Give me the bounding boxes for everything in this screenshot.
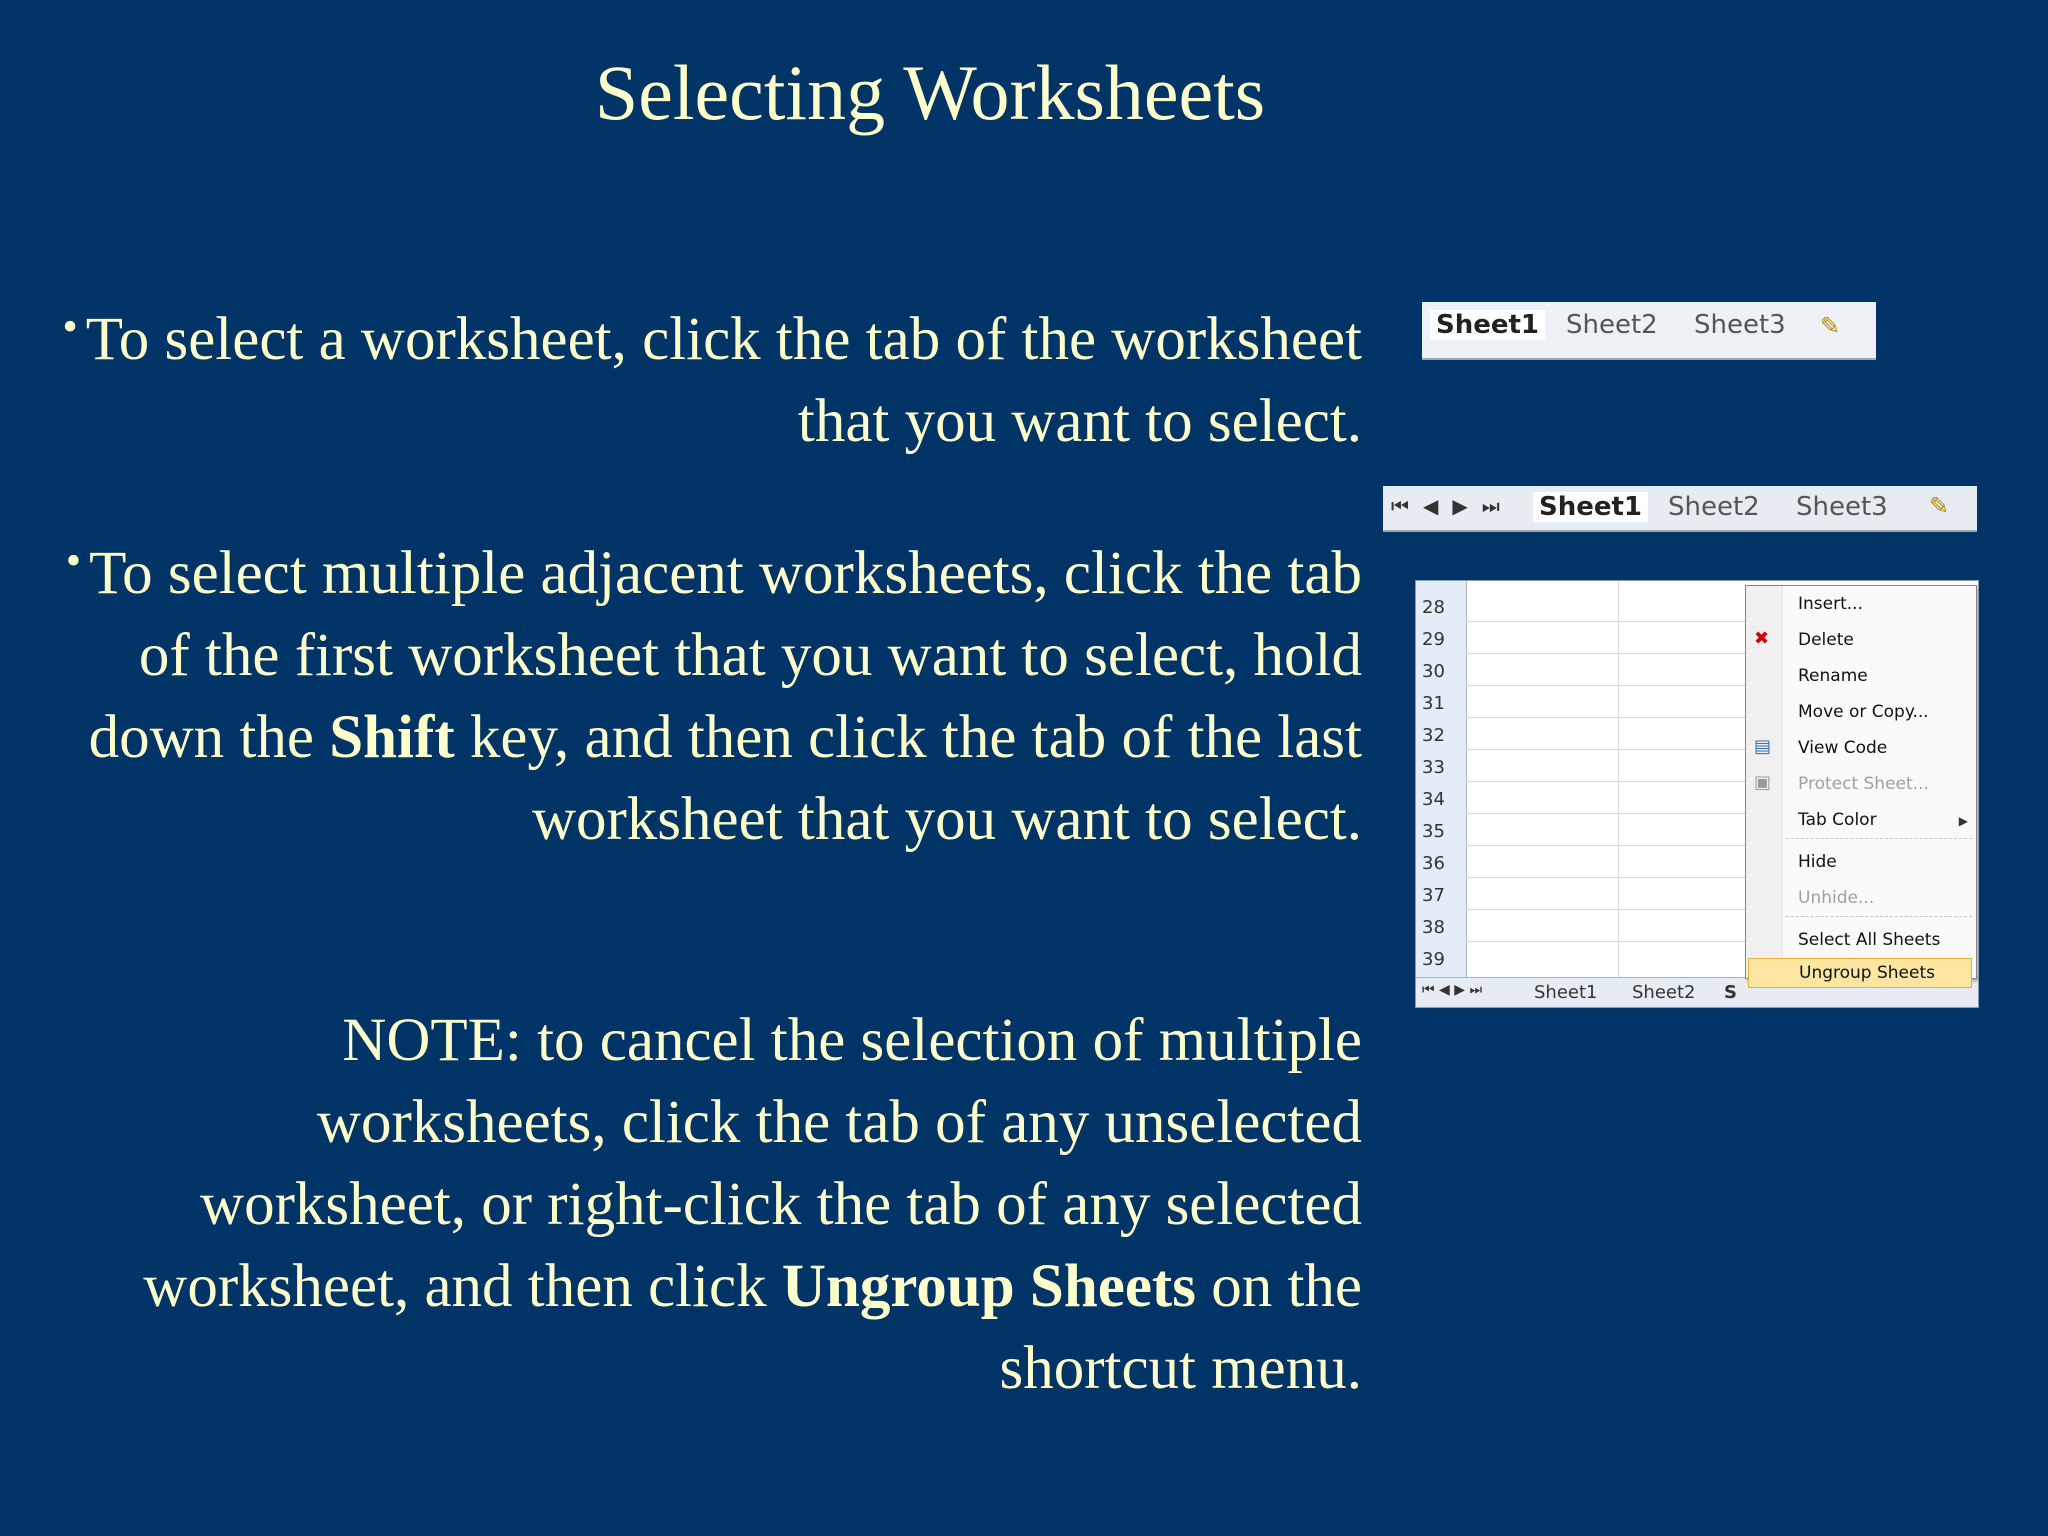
sheet-tab-strip-single	[1422, 302, 1876, 360]
bullet-multi-select	[42, 520, 1362, 861]
tab-scroll-buttons-icon[interactable]: ⏮◀▶⏭	[1391, 494, 1514, 518]
bullet-single-select	[62, 286, 1362, 463]
shift-key-text: Shift	[329, 704, 455, 771]
tab-sheet2[interactable]: Sheet2	[1566, 310, 1658, 340]
bullet-marker: •	[65, 536, 82, 585]
menu-item-delete[interactable]: Delete	[1798, 630, 1854, 650]
bullet-marker: •	[62, 302, 78, 351]
row-number: 28	[1422, 597, 1445, 618]
row-number: 33	[1422, 757, 1445, 778]
insert-sheet-icon[interactable]: ✎	[1929, 492, 1950, 520]
delete-sheet-icon: ✖	[1754, 628, 1770, 649]
menu-item-protect-sheet: Protect Sheet...	[1798, 774, 1929, 794]
grid-line	[1618, 581, 1619, 977]
protect-sheet-icon: ▣	[1754, 772, 1772, 793]
view-code-icon: ▤	[1754, 736, 1772, 757]
tab-sheet2[interactable]: Sheet2	[1632, 982, 1696, 1003]
menu-item-insert[interactable]: Insert...	[1798, 594, 1863, 614]
row-number: 30	[1422, 661, 1445, 682]
submenu-arrow-icon: ▶	[1958, 814, 1968, 828]
menu-item-view-code[interactable]: View Code	[1798, 738, 1888, 758]
tab-sheet1[interactable]: Sheet1	[1430, 310, 1545, 340]
menu-item-tab-color[interactable]: Tab Color	[1798, 810, 1877, 830]
tab-sheet1[interactable]: Sheet1	[1534, 982, 1598, 1003]
menu-separator	[1786, 916, 1972, 917]
row-number: 35	[1422, 821, 1445, 842]
menu-separator	[1786, 838, 1972, 839]
row-number: 32	[1422, 725, 1445, 746]
menu-item-rename[interactable]: Rename	[1798, 666, 1868, 686]
sheet-tab-context-menu	[1745, 585, 1977, 983]
note-text-post: on the shortcut menu.	[999, 1253, 1362, 1402]
menu-item-hide[interactable]: Hide	[1798, 852, 1837, 872]
row-headers	[1416, 581, 1467, 977]
bullet1-text: To select a worksheet, click the tab of the worksheet that you want to select.	[85, 306, 1362, 455]
insert-sheet-icon[interactable]: ✎	[1820, 312, 1841, 340]
row-number: 29	[1422, 629, 1445, 650]
menu-item-move-copy[interactable]: Move or Copy...	[1798, 702, 1929, 722]
bullet2-text-post: key, and then click the tab of the last worksheet that you want to select.	[454, 704, 1362, 853]
context-menu-screenshot	[1415, 580, 1979, 1008]
row-number: 37	[1422, 885, 1445, 906]
tab-sheet3-partial[interactable]: S	[1724, 982, 1737, 1003]
note-paragraph	[42, 1000, 1362, 1410]
row-number: 31	[1422, 693, 1445, 714]
sheet-tab-strip-multi	[1383, 486, 1977, 532]
tab-scroll-buttons-icon[interactable]: ⏮ ◀ ▶ ⏭	[1422, 982, 1483, 998]
slide-title: Selecting Worksheets	[594, 49, 1266, 136]
row-number: 38	[1422, 917, 1445, 938]
note-text-pre: NOTE: to cancel the selection of multiple worksheets, click the tab of any unselected worksheet, or right-click the tab of any selected worksheet, and then click	[143, 1007, 1362, 1320]
bullet2-text-pre: To select multiple adjacent worksheets, click the tab of the first worksheet that you want to select, hold down the	[88, 540, 1362, 771]
tab-sheet3[interactable]: Sheet3	[1694, 310, 1786, 340]
tab-sheet1[interactable]: Sheet1	[1533, 492, 1648, 522]
tab-sheet2[interactable]: Sheet2	[1668, 492, 1760, 522]
menu-item-ungroup-sheets[interactable]: Ungroup Sheets	[1748, 958, 1972, 988]
row-number: 36	[1422, 853, 1445, 874]
ungroup-sheets-text: Ungroup Sheets	[781, 1253, 1196, 1320]
row-number: 39	[1422, 949, 1445, 970]
menu-item-unhide: Unhide...	[1798, 888, 1875, 908]
tab-sheet3[interactable]: Sheet3	[1796, 492, 1888, 522]
row-number: 34	[1422, 789, 1445, 810]
menu-item-select-all-sheets[interactable]: Select All Sheets	[1798, 930, 1941, 950]
